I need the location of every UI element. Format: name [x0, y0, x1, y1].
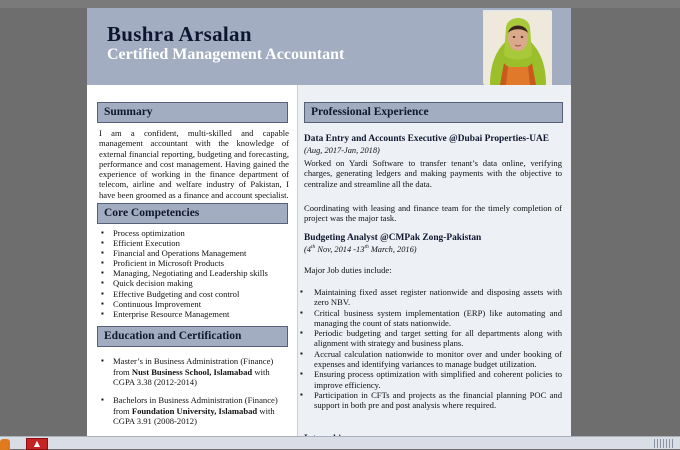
school-name: Foundation University, Islamabad — [131, 405, 258, 416]
job-date: (4th Nov, 2014 -13th March, 2016) — [304, 244, 417, 254]
list-item: ▪ Efficient Execution — [99, 238, 291, 248]
bullet-icon: ▪ — [101, 356, 104, 365]
taskbar-app-icon[interactable] — [0, 439, 10, 450]
right-column — [297, 85, 571, 436]
degree-school-line: from Foundation University, Islamabad with — [113, 405, 275, 416]
profile-photo — [483, 10, 551, 84]
candidate-name: Bushra Arsalan — [107, 22, 252, 46]
duties-list — [298, 287, 562, 411]
education-item — [99, 395, 289, 427]
degree-gpa: CGPA 3.38 (2012-2014) — [113, 377, 197, 387]
job-description: Worked on Yardi Software to transfer tenant’s data online, verifying charges, generating ledgers and making payments with the objective to centralize and streamline all the data. — [304, 158, 562, 189]
education-heading: Education and Certification — [97, 326, 288, 347]
list-item: ▪ Enterprise Resource Management — [99, 309, 291, 319]
bullet-icon: ▪ — [101, 395, 104, 404]
degree-name: Bachelors in Business Administration (Finance) — [113, 395, 278, 405]
list-item: ▪ Critical business system implementation (ERP) like automating and managing the count of stats nationwide. — [298, 308, 562, 329]
summary-text: I am a confident, multi-skilled and capable management accountant with the knowledge of external financial reporting, budgeting and forecasting, performance and cost management. Having gained the experience of working in the finance department of telecom, airline and welfare industry of Pakistan, I have been groomed as a finance and account specialist. — [99, 128, 289, 200]
degree-school-line: from Nust Business School, Islamabad with — [113, 366, 270, 377]
list-item: ▪ Maintaining fixed asset register nationwide and disposing assets with zero NBV. — [298, 287, 562, 308]
list-item: ▪ Proficient in Microsoft Products — [99, 258, 291, 268]
list-item: ▪ Financial and Operations Management — [99, 248, 291, 258]
competencies-heading: Core Competencies — [97, 203, 288, 224]
list-item: ▪ Continuous Improvement — [99, 299, 291, 309]
pdf-icon[interactable]: ▲ — [26, 438, 48, 450]
experience-heading: Professional Experience — [304, 102, 563, 123]
duties-intro: Major Job duties include: — [304, 265, 392, 275]
list-item: ▪ Managing, Negotiating and Leadership skills — [99, 268, 291, 278]
list-item: ▪ Ensuring process optimization with simplified and coherent policies to improve efficiency. — [298, 369, 562, 390]
list-item: ▪ Quick decision making — [99, 278, 291, 288]
degree-name: Master’s in Business Administration (Finance) — [113, 356, 274, 366]
list-item: ▪ Accrual calculation nationwide to monitor over and under booking of expenses and identifying variances to manage budget utilization. — [298, 349, 562, 370]
job-description: Coordinating with leasing and finance team for the timely completion of project was the major task. — [304, 203, 562, 224]
list-item: ▪ Process optimization — [99, 228, 291, 238]
summary-heading: Summary — [97, 102, 288, 123]
resize-grip-icon[interactable] — [654, 439, 674, 448]
resume-page — [87, 8, 571, 436]
competencies-list — [99, 228, 291, 319]
left-column — [87, 85, 297, 436]
job-title: Data Entry and Accounts Executive @Dubai Properties-UAE — [304, 134, 549, 144]
job-date: (Aug, 2017-Jan, 2018) — [304, 146, 380, 155]
candidate-title: Certified Management Accountant — [107, 46, 345, 63]
resume-header — [87, 8, 571, 85]
school-name: Nust Business School, Islamabad — [131, 366, 253, 377]
taskbar — [0, 436, 680, 449]
list-item: ▪ Participation in CFTs and projects as the financial planning POC and support in both pre and post analysis where required. — [298, 390, 562, 411]
list-item: ▪ Periodic budgeting and target setting for all departments along with alignment with strategy and business plans. — [298, 328, 562, 349]
job-title: Budgeting Analyst @CMPak Zong-Pakistan — [304, 233, 482, 243]
window-top-strip — [0, 0, 680, 8]
list-item: ▪ Effective Budgeting and cost control — [99, 289, 291, 299]
degree-gpa: CGPA 3.91 (2008-2012) — [113, 416, 197, 426]
education-item — [99, 356, 289, 388]
